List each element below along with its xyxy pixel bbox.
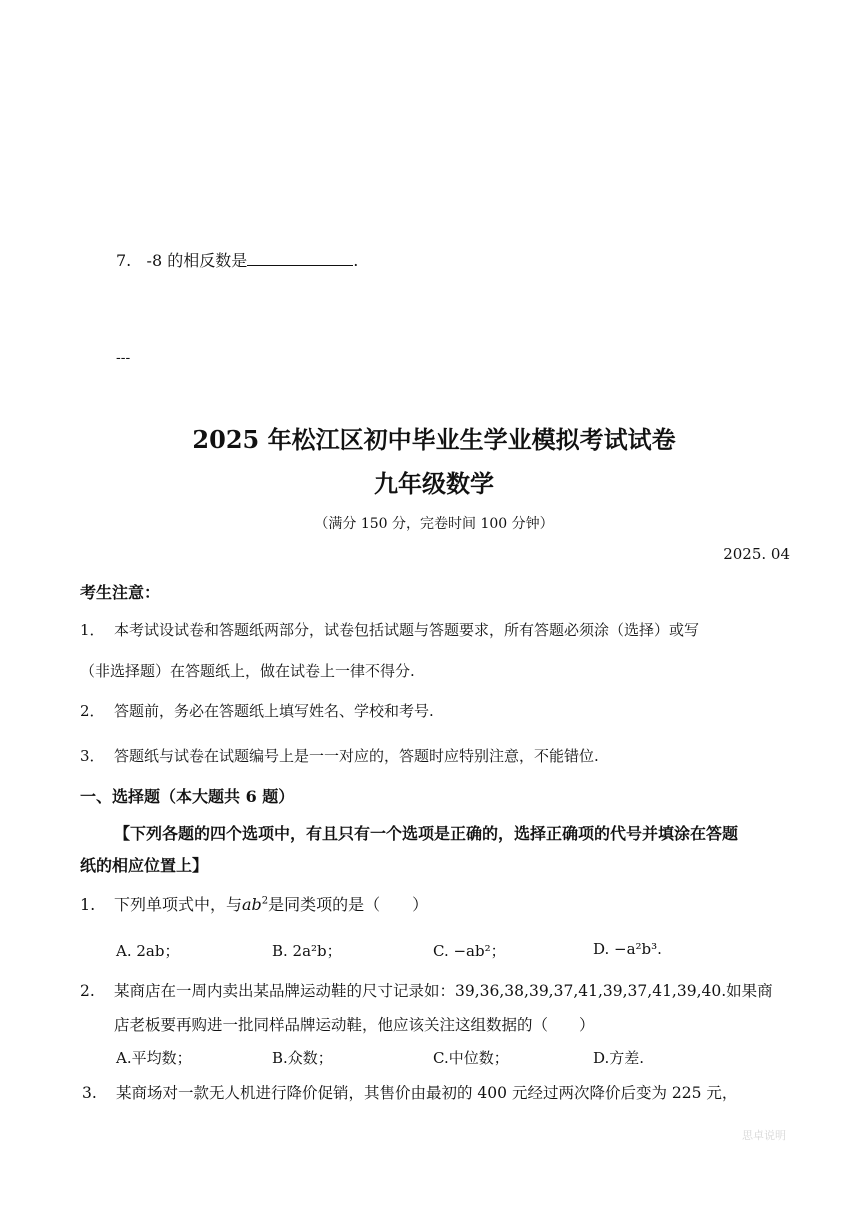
option-c[interactable]: C. −ab²； xyxy=(433,942,506,960)
question-text: -8 的相反数是 xyxy=(146,251,248,270)
section-instruction-line-1: 【下列各题的四个选项中，有且只有一个选项是正确的，选择正确项的代号并填涂在答题 xyxy=(114,824,739,843)
question-number: 1. xyxy=(80,895,96,914)
question-tail: . xyxy=(353,251,359,270)
question-2 xyxy=(80,979,773,1001)
option-c[interactable]: C.中位数； xyxy=(433,1049,509,1067)
notice-heading: 考生注意： xyxy=(80,583,161,602)
notice-item-3 xyxy=(80,745,599,766)
exam-date: 2025. 04 xyxy=(723,545,790,563)
question-7 xyxy=(116,248,358,271)
notice-number: 2． xyxy=(80,702,105,720)
exam-subtitle: 九年级数学 xyxy=(374,469,494,498)
separator: --- xyxy=(116,350,131,366)
question-number: 3. xyxy=(82,1084,97,1102)
question-stem: 某商场对一款无人机进行降价促销，其售价由最初的 400 元经过两次降价后变为 225 元， xyxy=(116,1084,738,1102)
question-stem: 某商店在一周内卖出某品牌运动鞋的尺寸记录如：39,36,38,39,37,41,39,37,41,39,40.如果商 xyxy=(114,982,773,1000)
section-instruction-line-2: 纸的相应位置上】 xyxy=(80,856,209,875)
question-number: 2. xyxy=(80,982,95,1000)
watermark: 思卓说明 xyxy=(742,1129,786,1142)
section-heading: 一、选择题（本大题共 6 题） xyxy=(80,787,295,806)
option-b[interactable]: B.众数； xyxy=(272,1049,333,1067)
notice-item-1 xyxy=(80,619,699,640)
notice-number: 3． xyxy=(80,747,105,765)
option-a[interactable]: A.平均数； xyxy=(116,1049,192,1067)
question-1 xyxy=(80,892,428,915)
exam-note: （满分 150 分，完卷时间 100 分钟） xyxy=(314,516,554,532)
notice-item-1-cont: （非选择题）在答题纸上，做在试卷上一律不得分. xyxy=(80,662,415,680)
notice-text: 本考试设试卷和答题纸两部分，试卷包括试题与答题要求，所有答题必须涂（选择）或写 xyxy=(114,621,700,639)
option-a[interactable]: A. 2ab； xyxy=(116,942,180,960)
question-2-cont: 店老板要再购进一批同样品牌运动鞋，他应该关注这组数据的（ ） xyxy=(114,1016,595,1034)
notice-item-2 xyxy=(80,700,434,721)
option-d[interactable]: D.方差. xyxy=(593,1049,645,1067)
math-term: ab xyxy=(242,895,262,914)
question-number: 7. xyxy=(116,251,132,270)
question-3 xyxy=(82,1081,737,1103)
option-d[interactable]: D. −a²b³. xyxy=(593,940,662,958)
question-stem-tail: 是同类项的是（ ） xyxy=(268,895,429,914)
notice-text: 答题纸与试卷在试题编号上是一一对应的，答题时应特别注意，不能错位. xyxy=(114,747,599,765)
option-b[interactable]: B. 2a²b； xyxy=(272,942,342,960)
answer-blank[interactable] xyxy=(247,251,353,266)
notice-number: 1． xyxy=(80,621,105,639)
question-stem: 下列单项式中，与 xyxy=(114,895,243,914)
exam-title: 2025 年松江区初中毕业生学业模拟考试试卷 xyxy=(192,425,676,454)
math-exponent: 2 xyxy=(261,895,269,907)
notice-text: 答题前，务必在答题纸上填写姓名、学校和考号. xyxy=(114,702,434,720)
